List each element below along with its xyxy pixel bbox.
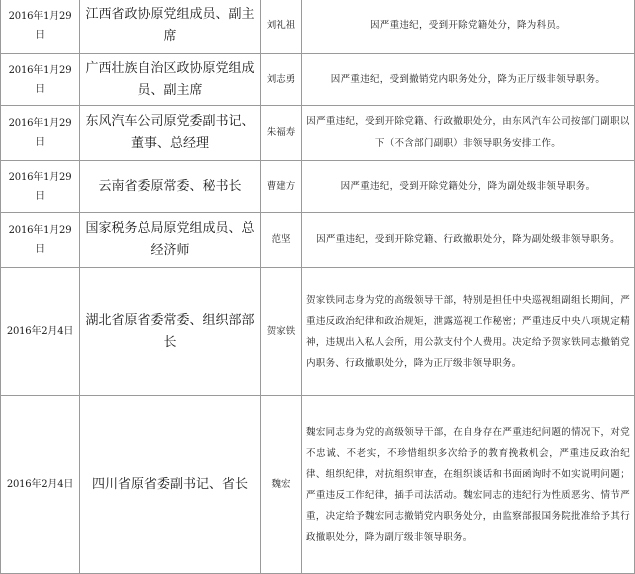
table-row bbox=[1, 106, 635, 161]
position-cell: 国家税务总局原党组成员、总经济师 bbox=[80, 213, 261, 268]
name-cell: 刘志勇 bbox=[261, 54, 302, 106]
table-row bbox=[1, 161, 635, 213]
date-cell: 2016年1月29日 bbox=[1, 161, 80, 213]
position-cell: 湖北省原省委常委、组织部部长 bbox=[80, 268, 261, 396]
position-cell: 云南省委原常委、秘书长 bbox=[80, 161, 261, 213]
name-cell: 范坚 bbox=[261, 213, 302, 268]
name-cell: 魏宏 bbox=[261, 396, 302, 574]
table-row bbox=[1, 396, 635, 574]
penalty-cell: 因严重违纪，受到开除党籍处分，降为副处级非领导职务。 bbox=[302, 161, 635, 213]
name-cell: 刘礼祖 bbox=[261, 0, 302, 54]
date-cell: 2016年1月29日 bbox=[1, 106, 80, 161]
penalty-cell: 贺家铁同志身为党的高级领导干部，特别是担任中央巡视组副组长期间，严重违反政治纪律和政治规矩，泄露巡视工作秘密；严重违反中央八项规定精神，违规出入私人会所，用公款支付个人费用。决定给予贺家铁同志撤销党内职务、行政撤职处分，降为正厅级非领导职务。 bbox=[302, 268, 635, 396]
position-cell: 广西壮族自治区政协原党组成员、副主席 bbox=[80, 54, 261, 106]
penalty-cell: 因严重违纪，受到开除党籍、行政撤职处分，由东风汽车公司按部门副职以下（不含部门副职）非领导职务安排工作。 bbox=[302, 106, 635, 161]
date-cell: 2016年1月29日 bbox=[1, 0, 80, 54]
position-cell: 东风汽车公司原党委副书记、董事、总经理 bbox=[80, 106, 261, 161]
penalty-cell: 因严重违纪，受到开除党籍处分，降为科员。 bbox=[302, 0, 635, 54]
date-cell: 2016年2月4日 bbox=[1, 396, 80, 574]
name-cell: 朱福寿 bbox=[261, 106, 302, 161]
penalty-cell: 因严重违纪，受到开除党籍、行政撤职处分，降为副处级非领导职务。 bbox=[302, 213, 635, 268]
date-cell: 2016年2月4日 bbox=[1, 268, 80, 396]
table-row bbox=[1, 54, 635, 106]
name-cell: 曹建方 bbox=[261, 161, 302, 213]
name-cell: 贺家铁 bbox=[261, 268, 302, 396]
penalty-cell: 魏宏同志身为党的高级领导干部，在自身存在严重违纪问题的情况下，对党不忠诚、不老实，不珍惜组织多次给予的教育挽救机会，严重违反政治纪律、组织纪律，对抗组织审查，在组织谈话和书面函询时不如实说明问题；严重违反工作纪律，插手司法活动。魏宏同志的违纪行为性质恶劣、情节严重，决定给予魏宏同志撤销党内职务处分，由监察部报国务院批准给予其行政撤职处分，降为副厅级非领导职务。 bbox=[302, 396, 635, 574]
position-cell: 四川省原省委副书记、省长 bbox=[80, 396, 261, 574]
table-row bbox=[1, 0, 635, 54]
table-row bbox=[1, 213, 635, 268]
penalty-cell: 因严重违纪，受到撤销党内职务处分，降为正厅级非领导职务。 bbox=[302, 54, 635, 106]
position-cell: 江西省政协原党组成员、副主席 bbox=[80, 0, 261, 54]
date-cell: 2016年1月29日 bbox=[1, 213, 80, 268]
date-cell: 2016年1月29日 bbox=[1, 54, 80, 106]
table-row bbox=[1, 268, 635, 396]
